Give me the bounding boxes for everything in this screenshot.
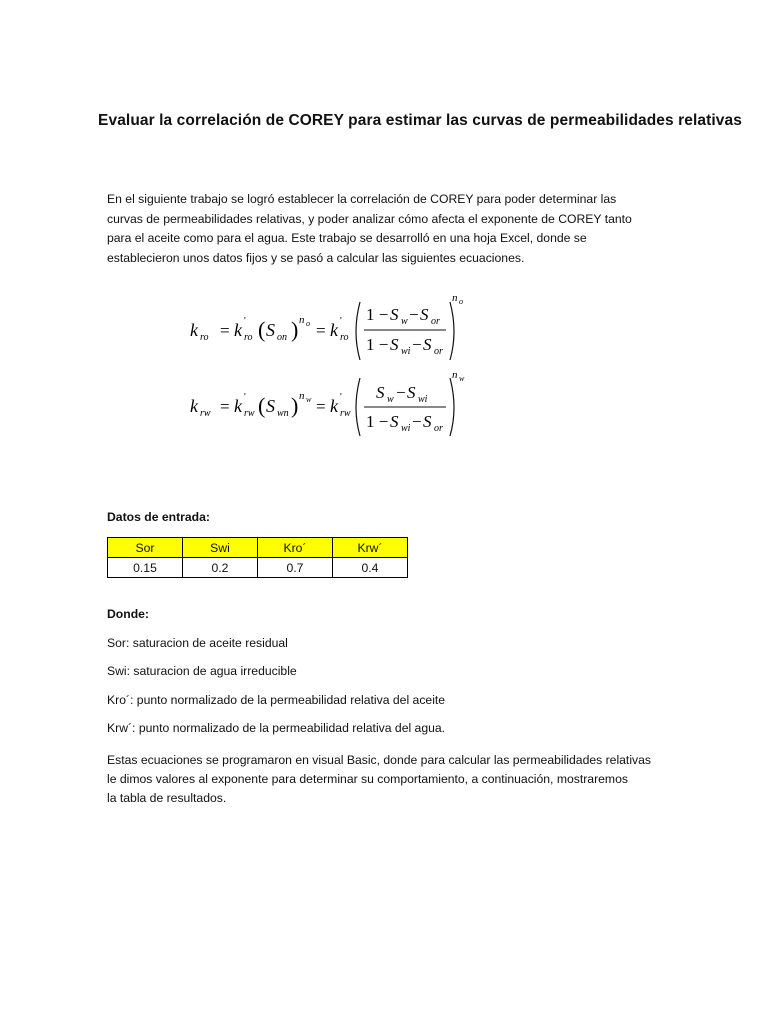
svg-text:1 −: 1 − [366, 335, 389, 354]
svg-text:1 −: 1 − [366, 412, 389, 431]
intro-line: establecieron unos datos fijos y se pasó a calcular las siguientes ecuaciones. [107, 250, 525, 265]
svg-text:': ' [244, 392, 246, 403]
svg-text:wi: wi [401, 423, 411, 434]
svg-text:1 −: 1 − [366, 305, 389, 324]
table-header-cell: Krw´ [333, 538, 408, 558]
svg-text:k: k [234, 320, 242, 340]
krw-symbol: k [190, 396, 198, 416]
svg-text:=: = [316, 397, 326, 416]
svg-text:(: ( [258, 393, 266, 418]
svg-text:o: o [459, 297, 463, 306]
svg-text:−: − [409, 305, 419, 324]
input-data-table [107, 537, 408, 578]
table-cell: 0.15 [108, 558, 183, 578]
svg-text:=: = [220, 321, 230, 340]
svg-text:ro: ro [200, 332, 209, 343]
svg-text:=: = [316, 321, 326, 340]
kro-symbol: k [190, 320, 198, 340]
svg-text:rw: rw [244, 408, 255, 419]
svg-text:n: n [452, 292, 458, 304]
svg-text:w: w [459, 374, 465, 383]
svg-text:ro: ro [340, 332, 349, 343]
table-header-cell: Swi [183, 538, 258, 558]
svg-text:S: S [266, 396, 275, 416]
svg-text:rw: rw [200, 408, 211, 419]
closing-line: le dimos valores al exponente para determinar su comportamiento, a continuación, mostraremos [107, 772, 628, 786]
svg-text:rw: rw [340, 408, 351, 419]
svg-text:or: or [434, 346, 443, 357]
svg-text:): ) [291, 317, 299, 342]
svg-text:w: w [306, 395, 312, 404]
svg-text:S: S [423, 412, 432, 431]
svg-text:w: w [401, 316, 408, 327]
svg-text:on: on [277, 332, 287, 343]
svg-text:k: k [330, 320, 338, 340]
table-cell: 0.7 [258, 558, 333, 578]
definition-item: Krw´: punto normalizado de la permeabilidad relativa del agua. [107, 721, 446, 735]
svg-text:ro: ro [244, 332, 253, 343]
svg-text:n: n [299, 390, 305, 402]
svg-text:S: S [420, 305, 429, 324]
svg-text:S: S [423, 335, 432, 354]
closing-line: Estas ecuaciones se programaron en visual Basic, donde para calcular las permeabilidades relativas [107, 753, 651, 767]
svg-text:S: S [266, 320, 275, 340]
svg-text:=: = [220, 397, 230, 416]
svg-text:wi: wi [418, 394, 428, 405]
table-cell: 0.4 [333, 558, 408, 578]
closing-line: la tabla de resultados. [107, 791, 227, 805]
intro-line: para el aceite como para el agua. Este trabajo se desarrolló en una hoja Excel, donde se [107, 231, 587, 245]
svg-text:−: − [396, 383, 406, 402]
closing-paragraph [107, 751, 707, 808]
table-row [108, 558, 408, 578]
svg-text:): ) [291, 393, 299, 418]
svg-text:k: k [234, 396, 242, 416]
svg-text:k: k [330, 396, 338, 416]
svg-text:o: o [306, 319, 310, 328]
definitions-list [107, 605, 687, 748]
svg-text:S: S [376, 383, 385, 402]
svg-text:S: S [390, 305, 399, 324]
svg-text:S: S [390, 335, 399, 354]
intro-paragraph [107, 190, 667, 268]
svg-text:w: w [387, 394, 394, 405]
svg-text:': ' [340, 316, 342, 327]
definition-item: Kro´: punto normalizado de la permeabilidad relativa del aceite [107, 692, 446, 707]
svg-text:n: n [452, 369, 458, 381]
svg-text:S: S [407, 383, 416, 402]
svg-text:n: n [299, 314, 305, 326]
table-header-row [108, 538, 408, 558]
krw-equation [190, 369, 465, 439]
svg-text:': ' [244, 316, 246, 327]
table-header-cell: Kro´ [258, 538, 333, 558]
svg-text:or: or [431, 316, 440, 327]
svg-text:': ' [340, 392, 342, 403]
svg-text:wn: wn [277, 408, 289, 419]
input-data-label: Datos de entrada: [107, 510, 210, 524]
svg-text:wi: wi [401, 346, 411, 357]
page-title: Evaluar la correlación de COREY para estimar las curvas de permeabilidades relativas [98, 112, 742, 129]
kro-equation [190, 290, 463, 365]
table-header-cell: Sor [108, 538, 183, 558]
definition-item: Sor: saturacion de aceite residual [107, 635, 288, 650]
definition-item: Swi: saturacion de agua irreducible [107, 664, 297, 678]
svg-text:or: or [434, 423, 443, 434]
intro-line: curvas de permeabilidades relativas, y poder analizar cómo afecta el exponente de COREY tanto [107, 211, 632, 226]
svg-text:−: − [412, 335, 422, 354]
intro-line: En el siguiente trabajo se logró establecer la correlación de COREY para poder determinar las [107, 192, 617, 206]
table-cell: 0.2 [183, 558, 258, 578]
donde-heading: Donde: [107, 607, 149, 621]
svg-text:(: ( [258, 317, 266, 342]
svg-text:−: − [412, 412, 422, 431]
svg-text:S: S [390, 412, 399, 431]
